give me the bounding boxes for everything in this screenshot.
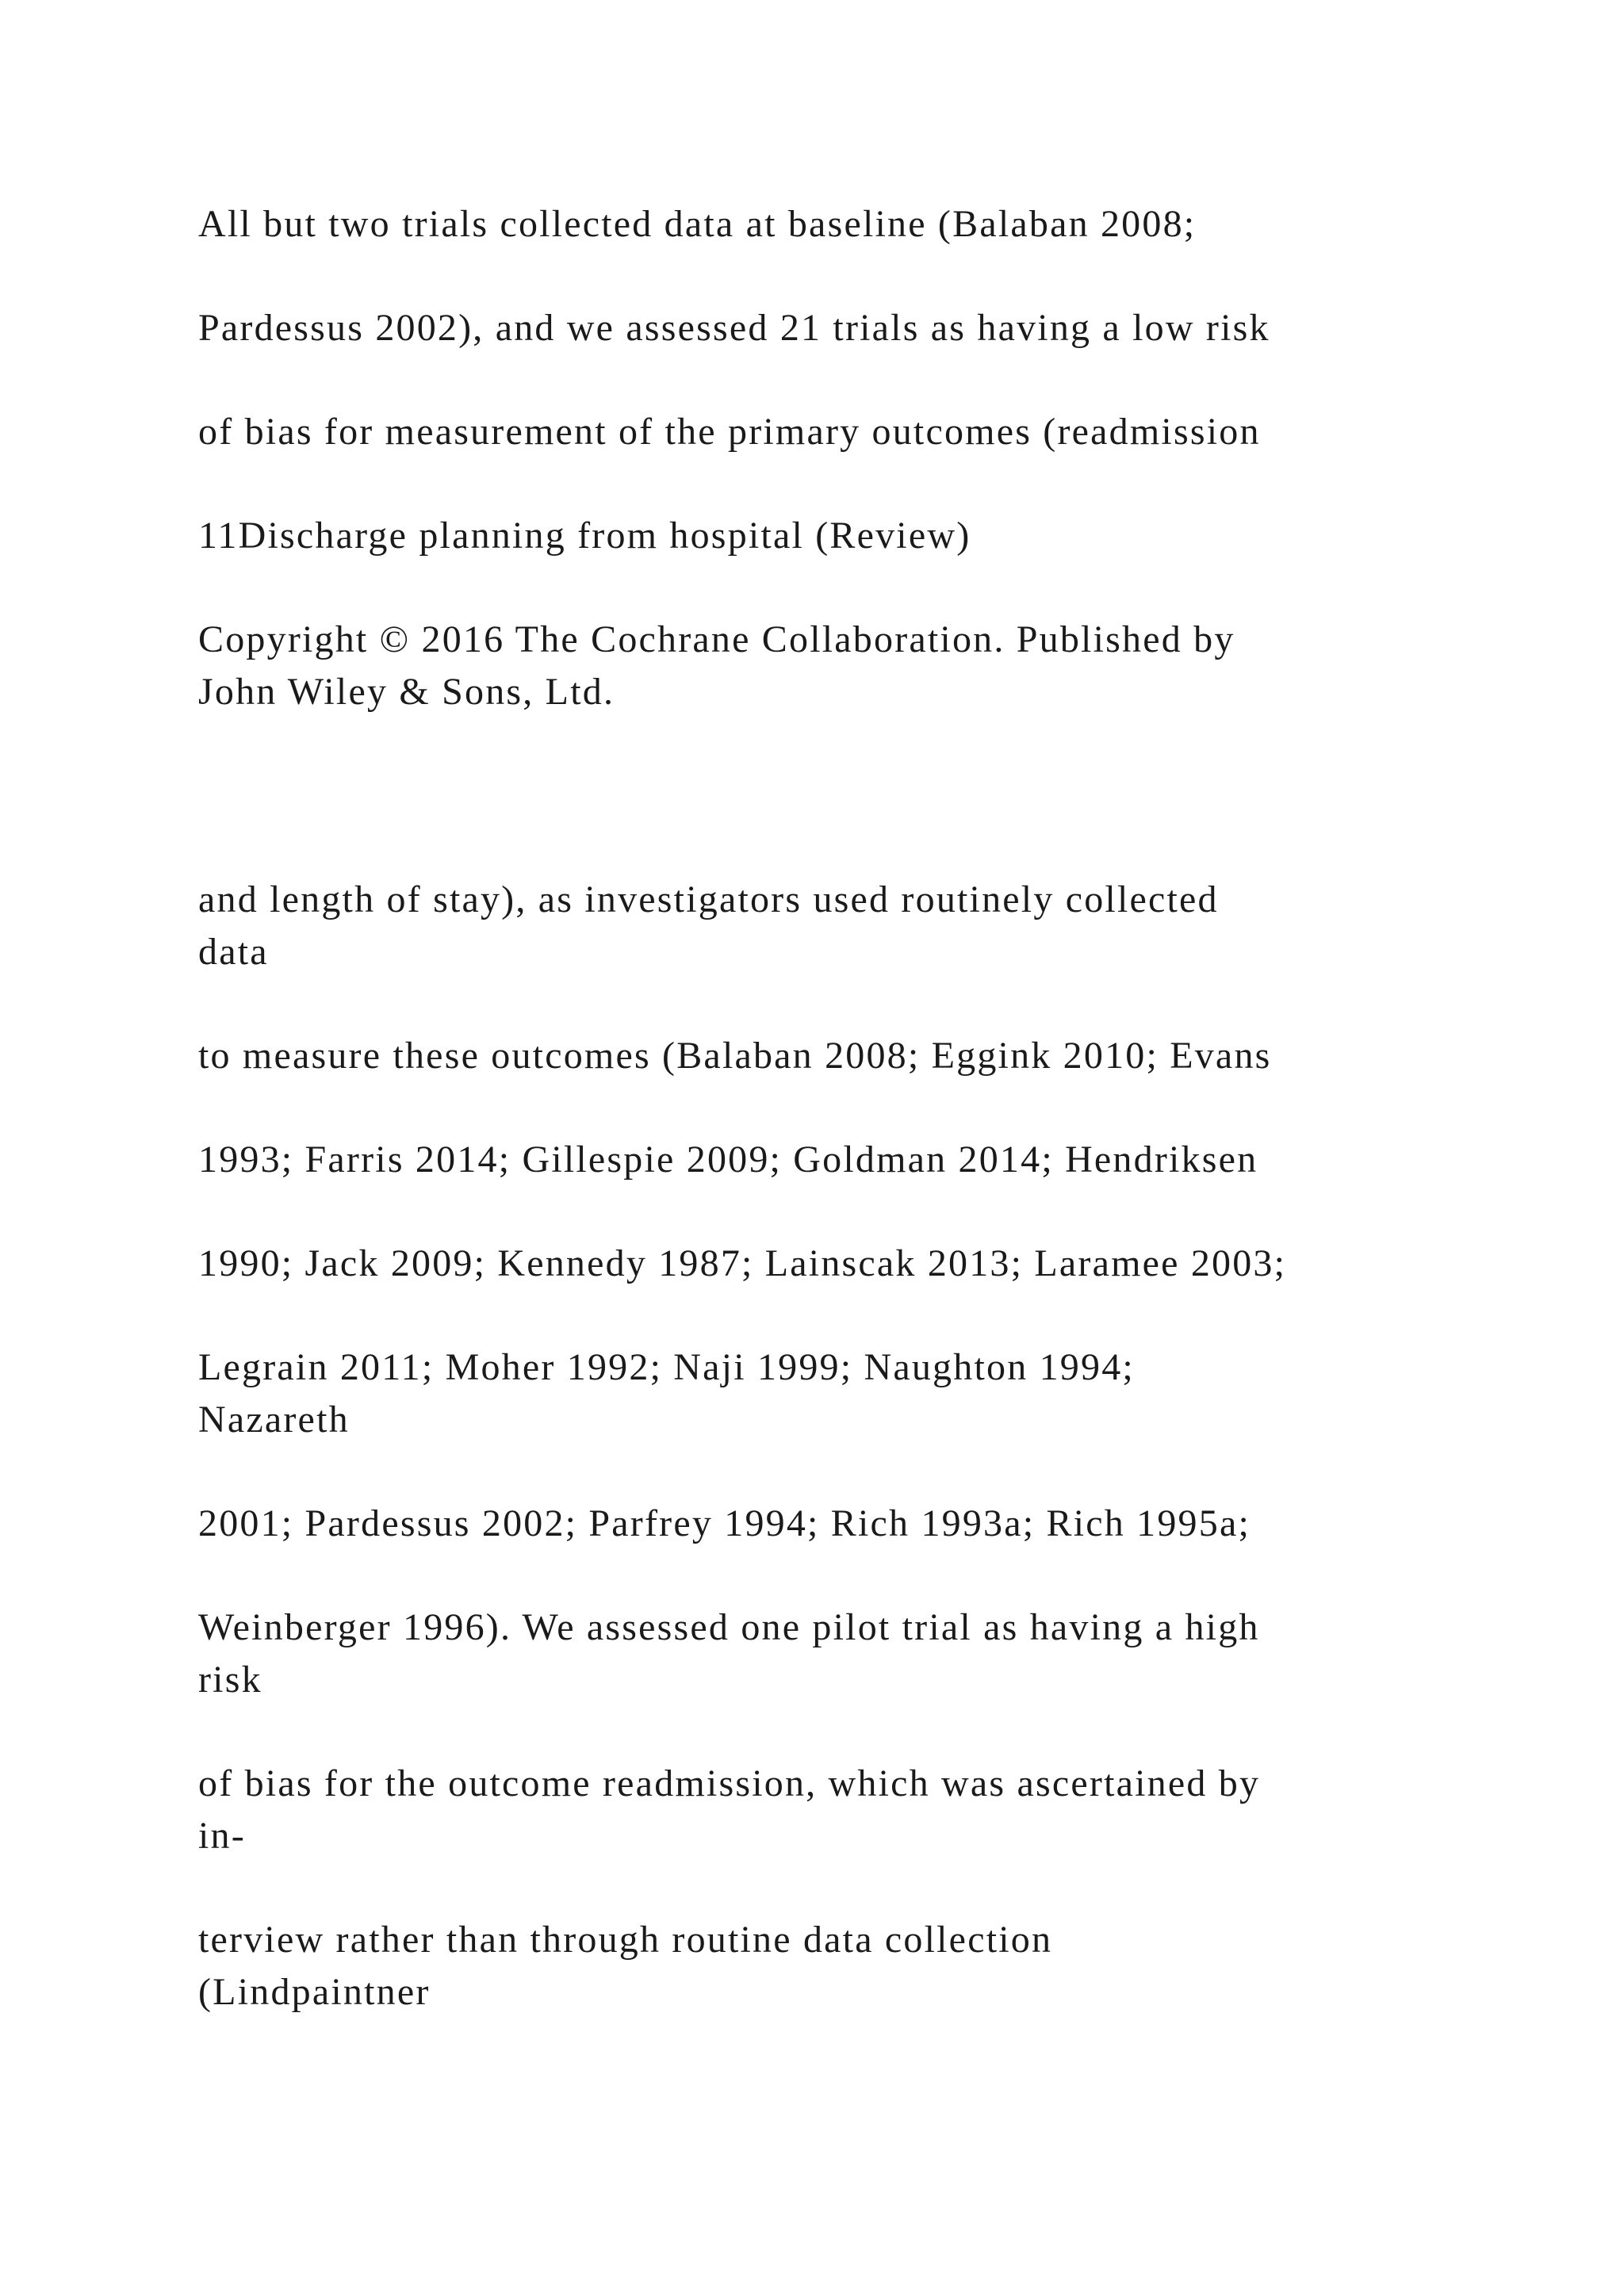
text-line: 1990; Jack 2009; Kennedy 1987; Lainscak 2013; Laramee 2003;: [198, 1242, 1287, 1284]
text-line: of bias for measurement of the primary outcomes (readmission: [198, 411, 1261, 453]
text-line: 2001; Pardessus 2002; Parfrey 1994; Rich 1993a; Rich 1995a;: [198, 1502, 1251, 1544]
text-line: terview rather than through routine data collection (Lindpaintner: [198, 1919, 1053, 2013]
text-line: of bias for the outcome readmission, which was ascertained by in-: [198, 1762, 1261, 1857]
text-line: and length of stay), as investigators used routinely collected data: [198, 878, 1219, 973]
text-line: Pardessus 2002), and we assessed 21 trials as having a low risk: [198, 307, 1270, 349]
text-line: Weinberger 1996). We assessed one pilot trial as having a high risk: [198, 1606, 1260, 1701]
page-footer-title: 11Discharge planning from hospital (Review): [198, 515, 971, 557]
text-line: All but two trials collected data at baseline (Balaban 2008;: [198, 203, 1197, 245]
text-line: Legrain 2011; Moher 1992; Naji 1999; Naughton 1994; Nazareth: [198, 1346, 1135, 1441]
text-line: 1993; Farris 2014; Gillespie 2009; Goldman 2014; Hendriksen: [198, 1138, 1258, 1181]
copyright-notice: Copyright © 2016 The Cochrane Collaboration. Published by John Wiley & Sons, Ltd.: [198, 618, 1235, 713]
text-line: to measure these outcomes (Balaban 2008; Eggink 2010; Evans: [198, 1035, 1272, 1077]
